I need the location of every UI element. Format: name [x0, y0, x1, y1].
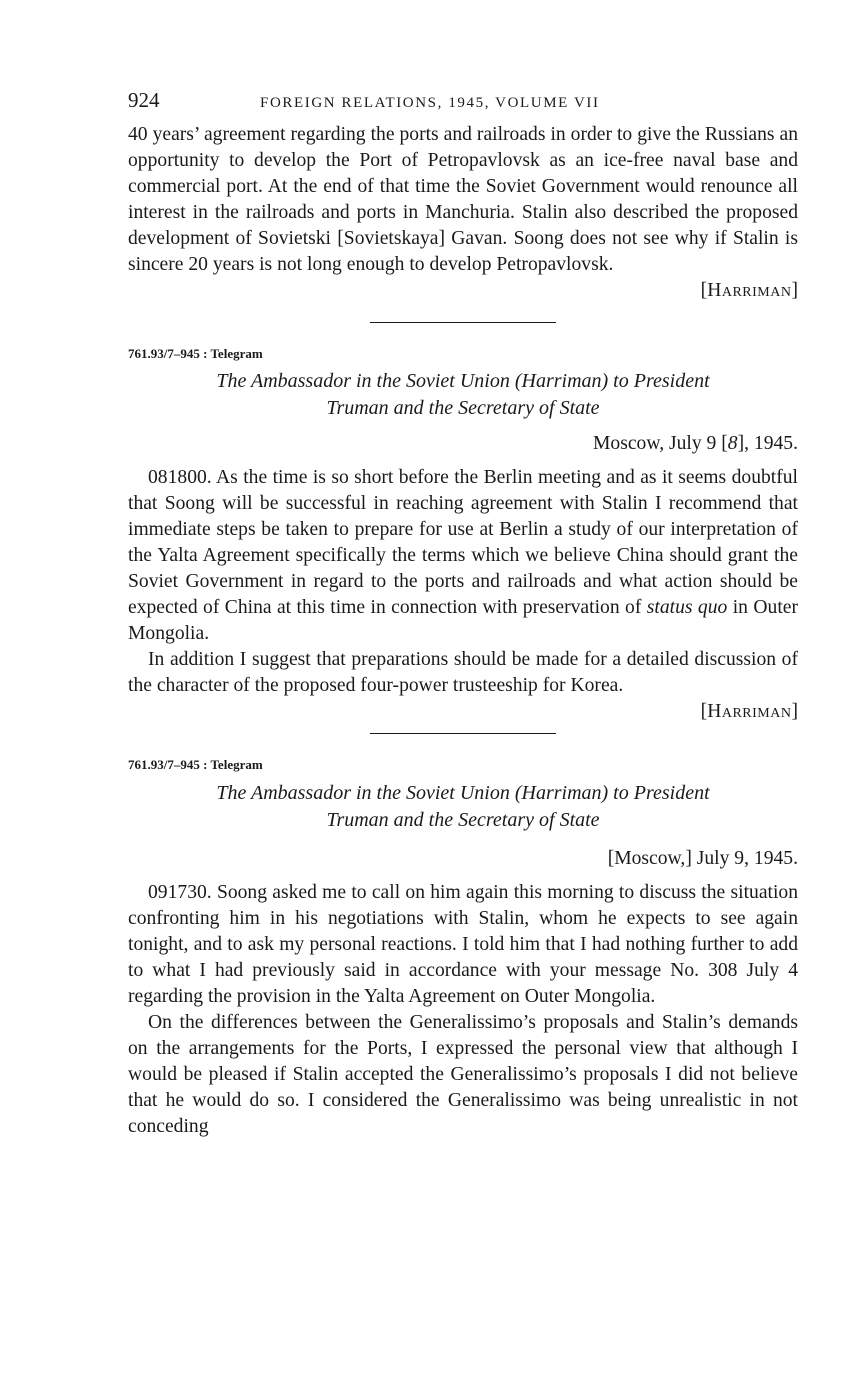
- telegram-paragraph: 091730. Soong asked me to call on him again this morning to discuss the situation confronting him in his negotiations with Stalin, whom he expects to see again tonight, and to ask my personal reactions. I told him that I had nothing further to add to what I had previously said in accordance with your message No. 308 July 4 regarding the provision in the Yalta Agreement on Outer Mongolia.: [128, 882, 798, 1007]
- signature-harriman-2: [Harriman]: [700, 701, 798, 722]
- file-reference: 761.93/7–945 : Telegram: [128, 757, 263, 772]
- continuation-paragraph: 40 years’ agreement regarding the ports and railroads in order to give the Russians an opportunity to develop the Port of Petropavlovsk as an ice-free naval base and commercial port. At the end of that time the Soviet Government would renounce all interest in the railroads and ports in Manchuria. Stalin also described the proposed development of Sovietski [Sovietskaya] Gavan. Soong does not see why if Stalin is sincere 20 years is not long enough to develop Petropavlovsk.: [128, 124, 798, 275]
- telegram-paragraph: On the differences between the Generalissimo’s proposals and Stalin’s demands on the arrangements for the Ports, I expressed the personal view that although I would be pleased if Stalin accepted the Generalissimo’s proposals I did not believe that he would do so. I considered the Generalissimo was being unrealistic in not conceding: [128, 1012, 798, 1137]
- document-heading: The Ambassador in the Soviet Union (Harriman) to President Truman and the Secretary of State: [216, 782, 710, 831]
- signature-harriman-1: [Harriman]: [700, 280, 798, 301]
- dateline: [Moscow,] July 9, 1945.: [607, 848, 798, 869]
- document-page: [128, 88, 798, 1140]
- telegram-paragraph: 081800. As the time is so short before the Berlin meeting and as it seems doubtful that Soong will be successful in reaching agreement with Stalin I recommend that immediate steps be taken to prepare for use at Berlin a study of our interpretation of the Yalta Agreement specifically the terms which we believe China should grant the Soviet Government in regard to the ports and railroads and what action should be expected of China at this time in connection with preservation of status quo in Outer Mongolia.: [128, 467, 798, 644]
- page-number: 924: [128, 88, 160, 112]
- file-reference: 761.93/7–945 : Telegram: [128, 346, 263, 361]
- dateline: Moscow, July 9 [8], 1945.: [592, 433, 798, 454]
- running-header: [128, 88, 798, 122]
- document-heading: The Ambassador in the Soviet Union (Harriman) to President Truman and the Secretary of State: [216, 370, 710, 419]
- telegram-paragraph: In addition I suggest that preparations should be made for a detailed discussion of the character of the proposed four-power trusteeship for Korea.: [128, 649, 798, 696]
- running-title: FOREIGN RELATIONS, 1945, VOLUME VII: [260, 95, 600, 111]
